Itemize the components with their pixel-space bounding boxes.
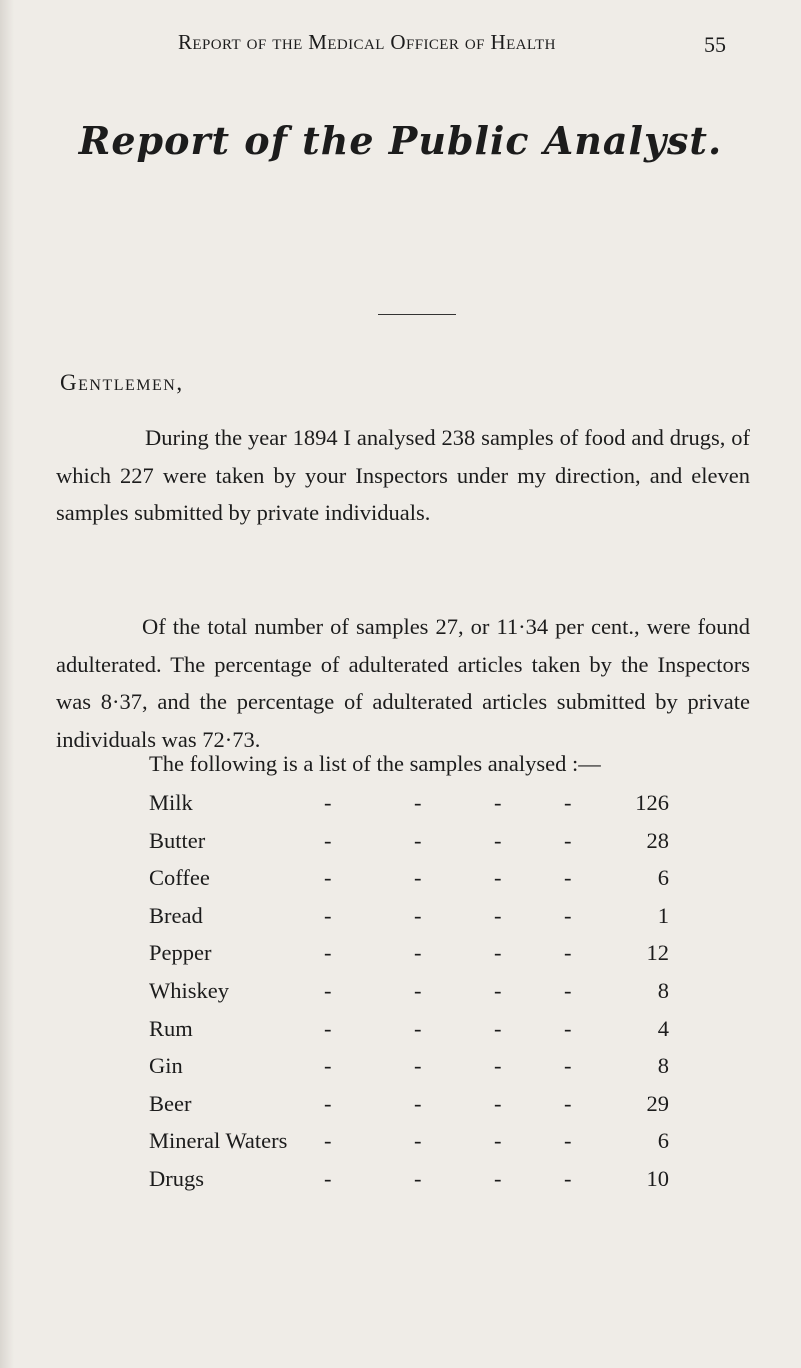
page-edge-shadow [0,0,14,1368]
leader-dash: - [564,977,572,1003]
list-item [149,1016,669,1054]
samples-list [149,790,669,1204]
list-item [149,978,669,1016]
sample-name: Coffee [149,865,210,891]
leader-dash: - [324,902,332,928]
leader-dash: - [324,790,332,815]
list-item [149,940,669,978]
leader-dash: - [494,977,502,1003]
salutation: Gentlemen, [60,370,184,395]
leader-dash: - [324,865,332,891]
sample-count: 126 [635,790,669,815]
list-item [149,828,669,866]
leader-dash: - [414,902,422,928]
leader-dash: - [564,902,572,928]
leader-dash: - [414,940,422,966]
leader-dash: - [564,940,572,966]
sample-name: Whiskey [149,977,229,1003]
title-divider [378,314,456,315]
leader-dash: - [414,865,422,891]
sample-name: Gin [149,1053,183,1079]
list-item [149,903,669,941]
leader-dash: - [324,977,332,1003]
leader-dash: - [324,1165,332,1191]
leader-dash: - [564,790,572,815]
leader-dash: - [414,1015,422,1041]
sample-name: Butter [149,827,206,853]
sample-count: 8 [657,1053,669,1079]
leader-dash: - [414,977,422,1003]
page-title: Report of the Public Analyst. [78,118,723,163]
leader-dash: - [414,1128,422,1154]
paragraph-1: During the year 1894 I analysed 238 samples of food and drugs, of which 227 were taken by your Inspectors under my direction, and eleven samples submitted by private individuals. [56,425,750,525]
paragraph-2: Of the total number of samples 27, or 11·34 per cent., were found adulterated. The percentage of adulterated articles taken by the Inspectors was 8·37, and the percentage of adulterated articles submitted by private individuals was 72·73. [56,614,750,752]
sample-name: Milk [149,790,193,815]
leader-dash: - [414,790,422,815]
list-item [149,1128,669,1166]
leader-dash: - [414,827,422,853]
leader-dash: - [324,1090,332,1116]
leader-dash: - [324,1053,332,1079]
list-item [149,1053,669,1091]
sample-name: Mineral Waters [149,1128,288,1154]
leader-dash: - [494,1053,502,1079]
leader-dash: - [564,827,572,853]
leader-dash: - [564,1015,572,1041]
list-item [149,1166,669,1204]
list-item [149,865,669,903]
list-intro: The following is a list of the samples analysed :— [149,751,601,776]
sample-count: 6 [657,865,669,891]
leader-dash: - [564,865,572,891]
leader-dash: - [494,1165,502,1191]
sample-count: 6 [657,1128,669,1154]
sample-name: Drugs [149,1165,204,1191]
sample-name: Rum [149,1015,193,1041]
sample-count: 4 [657,1015,669,1041]
running-head: Report of the Medical Officer of Health [178,30,556,54]
leader-dash: - [414,1165,422,1191]
leader-dash: - [414,1090,422,1116]
sample-name: Beer [149,1090,192,1116]
leader-dash: - [324,1015,332,1041]
leader-dash: - [494,865,502,891]
leader-dash: - [564,1165,572,1191]
leader-dash: - [494,1090,502,1116]
leader-dash: - [564,1128,572,1154]
leader-dash: - [494,790,502,815]
page-number: 55 [704,32,726,57]
leader-dash: - [494,1015,502,1041]
leader-dash: - [324,940,332,966]
leader-dash: - [324,827,332,853]
leader-dash: - [494,902,502,928]
list-item [149,1091,669,1129]
leader-dash: - [564,1053,572,1079]
leader-dash: - [414,1053,422,1079]
sample-count: 8 [657,977,669,1003]
sample-count: 28 [646,827,669,853]
leader-dash: - [564,1090,572,1116]
sample-name: Pepper [149,940,212,966]
leader-dash: - [324,1128,332,1154]
list-item [149,790,669,828]
sample-count: 10 [646,1165,669,1191]
sample-name: Bread [149,902,203,928]
leader-dash: - [494,1128,502,1154]
sample-count: 12 [646,940,669,966]
sample-count: 1 [657,902,669,928]
sample-count: 29 [646,1090,669,1116]
leader-dash: - [494,827,502,853]
leader-dash: - [494,940,502,966]
